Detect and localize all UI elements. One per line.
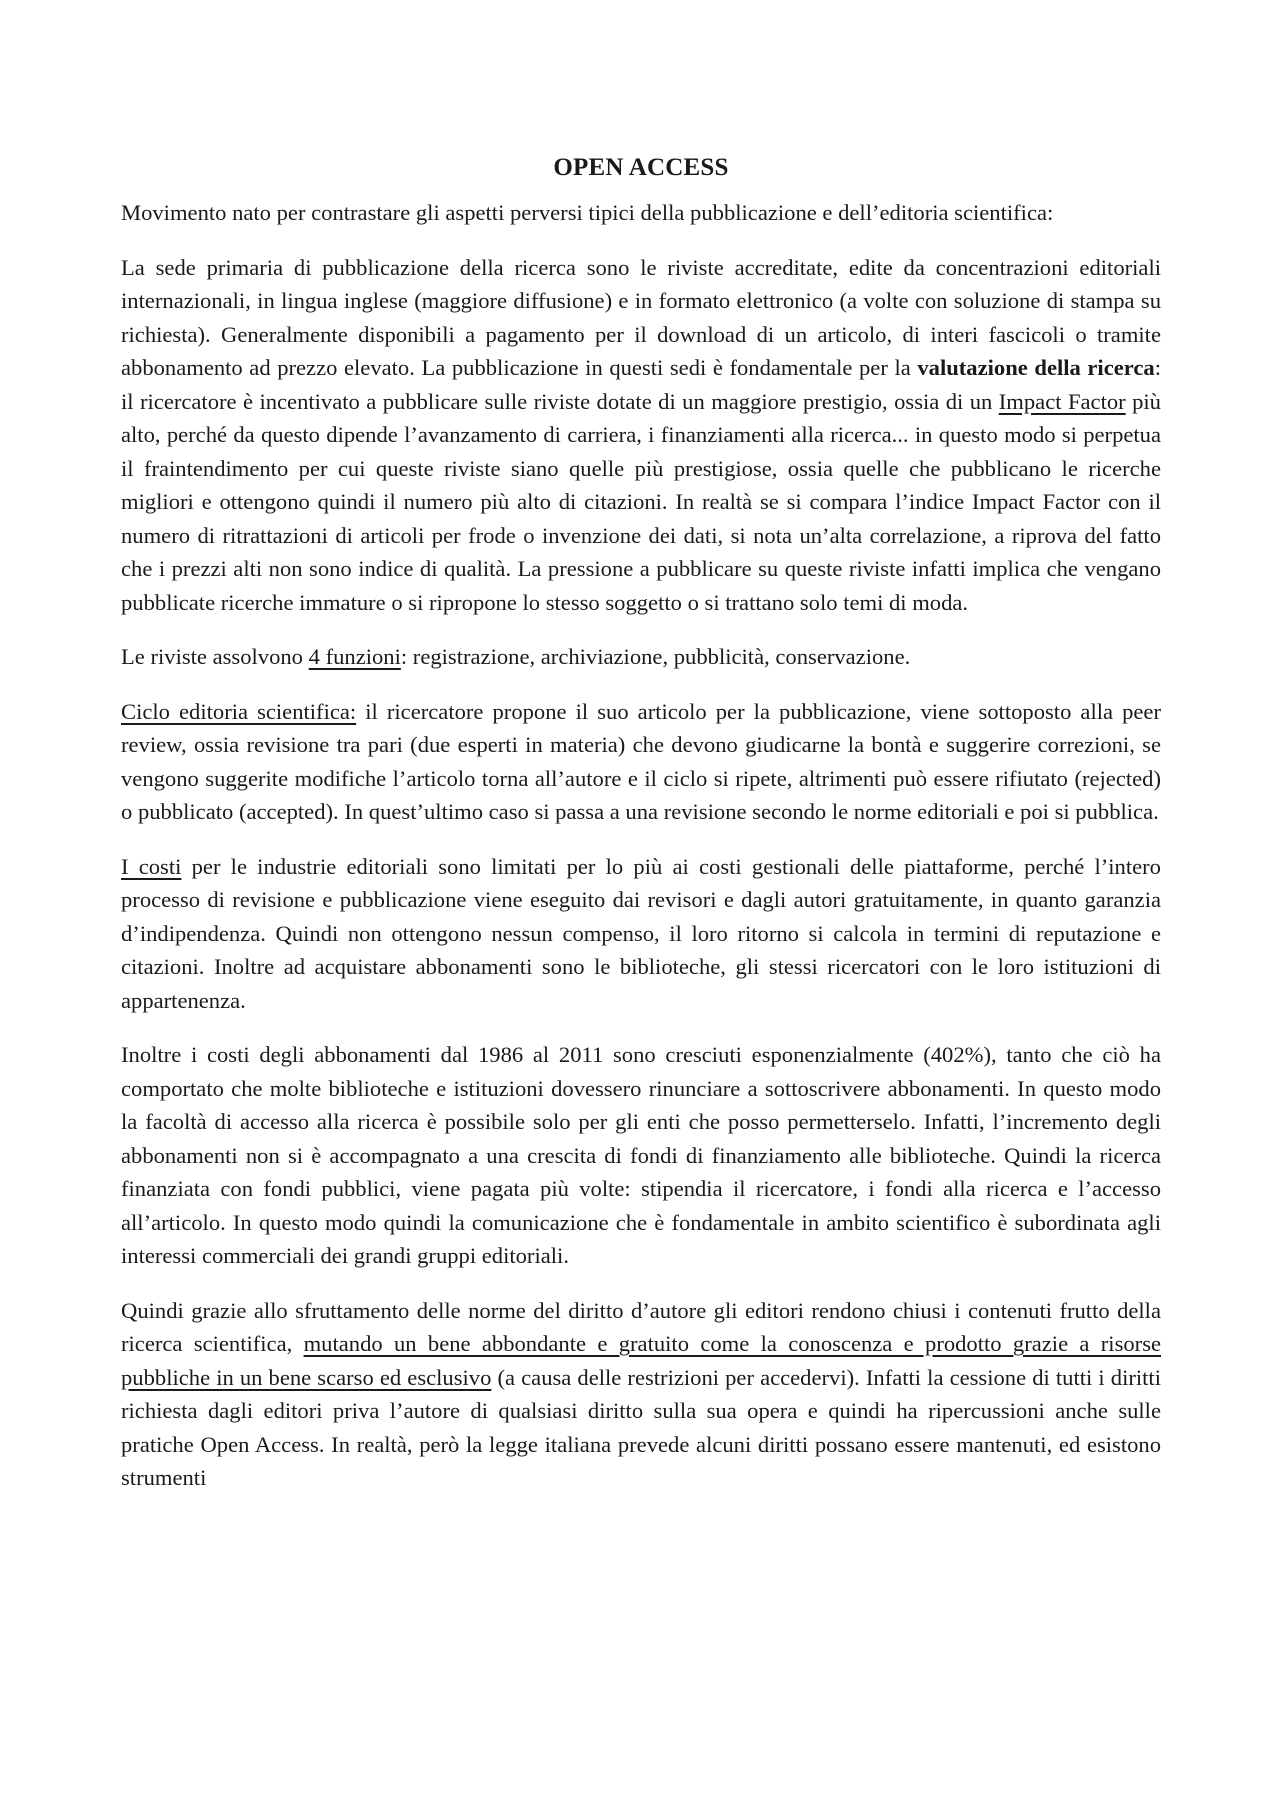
underlined-phrase-scarce-good: mutando un bene abbondante e gratuito come la conoscenza e prodotto grazie a risorse pubbliche in un bene scarso ed esclusivo (121, 1331, 1162, 1390)
text-run: più alto, perché da questo dipende l’avanzamento di carriera, i finanziamenti alla ricerca... in questo modo si perpetua il fraintendimento per cui queste riviste siano quelle più prestigiose, ossia quelle che pubblicano le ricerche migliori e ottengono quindi il numero più alto di citazioni. In realtà se si compara l’indice Impact Factor con il numero di ritrattazioni di articoli per frode o invenzione dei dati, si nota un’alta correlazione, a riprova del fatto che i prezzi alti non sono indice di qualità. La pressione a pubblicare su queste riviste infatti implica che vengano pubblicate ricerche immature o si ripropone lo stesso soggetto o si trattano solo temi di moda. (121, 388, 1161, 615)
bold-term-research-evaluation: valutazione della ricerca (917, 355, 1155, 380)
text-run: (a causa delle restrizioni per accedervi). Infatti la cessione di tutti i diritti richiesta dagli editori priva l’autore di qualsiasi diritto sulla sua opera e quindi ha ripercussioni anche sulle pratiche Open Access. In realtà, però la legge italiana prevede alcuni diritti possano essere mantenuti, ed esistono strumenti (121, 1364, 1161, 1490)
underlined-heading-cycle: Ciclo editoria scientifica: (121, 698, 357, 724)
text-run: Le riviste assolvono (121, 644, 309, 669)
paragraph-subscription-costs: Inoltre i costi degli abbonamenti dal 1986 al 2011 sono cresciuti esponenzialmente (402%), tanto che ciò ha comportato che molte biblioteche e istituzioni dovessero rinunciare a sottoscrivere abbonamenti. In questo modo la facoltà di accesso alla ricerca è possibile solo per gli enti che posso permetterselo. Infatti, l’incremento degli abbonamenti non si è accompagnato a una crescita di fondi di finanziamento alle biblioteche. Quindi la ricerca finanziata con fondi pubblici, viene pagata più volte: stipendia il ricercatore, i fondi alla ricerca e l’accesso all’articolo. In questo modo quindi la comunicazione che è fondamentale in ambito scientifico è subordinata agli interessi commerciali dei grandi gruppi editoriali. (121, 1042, 1161, 1268)
text-run: Quindi grazie allo sfruttamento delle norme del diritto d’autore gli editori rendono chiusi i contenuti frutto della ricerca scientifica, (121, 1297, 1161, 1356)
paragraph-publishing-cycle (121, 695, 1161, 829)
underlined-term-4-functions: 4 funzioni (308, 644, 401, 669)
paragraph-copyright (121, 1294, 1161, 1495)
text-run: : registrazione, archiviazione, pubblicità, conservazione. (400, 644, 911, 669)
text-run: : il ricercatore è incentivato a pubblicare sulle riviste dotate di un maggiore prestigio, ossia di un (121, 355, 1161, 414)
document-body (121, 150, 1161, 1495)
paragraph-costs (121, 850, 1161, 1018)
paragraph-journal-functions (121, 640, 1161, 674)
underlined-term-impact-factor: Impact Factor (998, 388, 1126, 414)
paragraph-publication-venues (121, 251, 1161, 620)
paragraph-intro: Movimento nato per contrastare gli aspetti perversi tipici della pubblicazione e dell’editoria scientifica: (121, 200, 1054, 225)
page-title: OPEN ACCESS (553, 154, 729, 181)
text-run: il ricercatore propone il suo articolo per la pubblicazione, viene sottoposto alla peer review, ossia revisione tra pari (due esperti in materia) che devono giudicarne la bontà e suggerire correzioni, se vengono suggerite modifiche l’articolo torna all’autore e il ciclo si ripete, altrimenti può essere rifiutato (rejected) o pubblicato (accepted). In quest’ultimo caso si passa a una revisione secondo le norme editoriali e poi si pubblica. (121, 698, 1161, 824)
text-run: per le industrie editoriali sono limitati per lo più ai costi gestionali delle piattaforme, perché l’intero processo di revisione e pubblicazione viene eseguito dai revisori e dagli autori gratuitamente, in quanto garanzia d’indipendenza. Quindi non ottengono nessun compenso, il loro ritorno si calcola in termini di reputazione e citazioni. Inoltre ad acquistare abbonamenti sono le biblioteche, gli stessi ricercatori con le loro istituzioni di appartenenza. (121, 853, 1161, 1013)
underlined-heading-costs: I costi (121, 853, 182, 879)
text-run: La sede primaria di pubblicazione della ricerca sono le riviste accreditate, edite da concentrazioni editoriali internazionali, in lingua inglese (maggiore diffusione) e in formato elettronico (a volte con soluzione di stampa su richiesta). Generalmente disponibili a pagamento per il download di un articolo, di interi fascicoli o tramite abbonamento ad prezzo elevato. La pubblicazione in questi sedi è fondamentale per la (121, 254, 1161, 380)
